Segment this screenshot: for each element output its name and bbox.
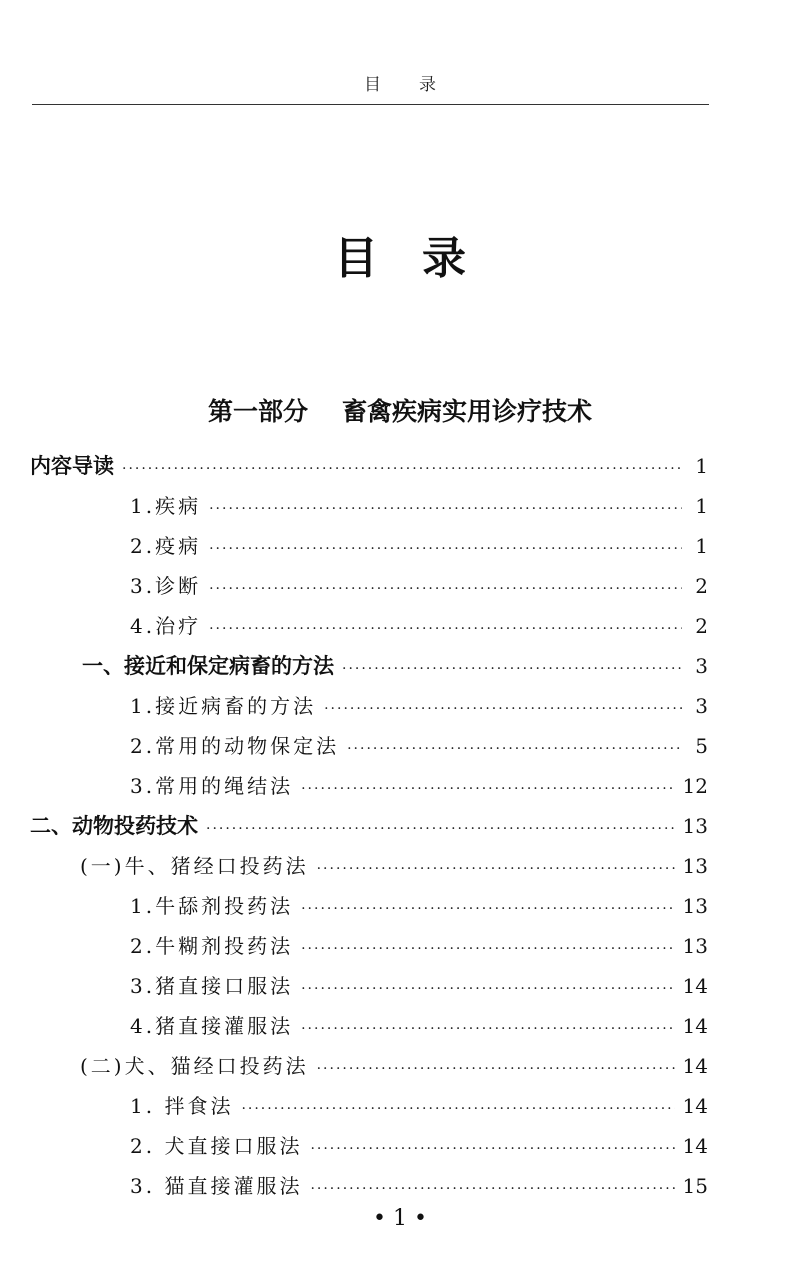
toc-entry[interactable] [130, 890, 708, 922]
toc-entry-title: 1.牛舔剂投药法 [130, 894, 294, 918]
toc-entry[interactable] [30, 450, 708, 482]
dot-leader [301, 893, 674, 925]
dot-leader [342, 653, 682, 685]
toc-entry-title: 1.疾病 [130, 494, 202, 518]
toc-entry-title: 二、动物投药技术 [30, 814, 198, 838]
dot-leader [324, 693, 682, 725]
toc-entry-title: (一)牛、猪经口投药法 [80, 854, 309, 878]
dot-leader [310, 1173, 674, 1205]
toc-entry-title: 一、接近和保定病畜的方法 [82, 654, 334, 678]
dot-leader [209, 533, 682, 565]
toc-entry-page: 15 [682, 1174, 708, 1198]
toc-entry-title: (二)犬、猫经口投药法 [80, 1054, 309, 1078]
toc-entry[interactable] [130, 970, 708, 1002]
toc-entry-title: 2.牛糊剂投药法 [130, 934, 294, 958]
toc-entry-page: 1 [695, 454, 708, 478]
dot-leader [317, 853, 675, 885]
dot-leader [209, 613, 682, 645]
toc-entry[interactable] [130, 530, 708, 562]
toc-entry-title: 内容导读 [30, 454, 114, 478]
toc-entry[interactable] [82, 650, 708, 682]
toc-entry-title: 4.治疗 [130, 614, 202, 638]
dot-leader [209, 573, 682, 605]
toc-entry-page: 14 [682, 1014, 708, 1038]
part-name: 畜禽疾病实用诊疗技术 [342, 397, 593, 426]
toc-entry-title: 2. 犬直接口服法 [130, 1134, 303, 1158]
toc-entry[interactable] [130, 1090, 708, 1122]
dot-leader [301, 973, 674, 1005]
toc-entry-title: 2.疫病 [130, 534, 202, 558]
toc-entry-title: 4.猪直接灌服法 [130, 1014, 294, 1038]
dot-leader [209, 493, 682, 525]
page-number: • 1 • [373, 1206, 427, 1231]
header-rule [32, 104, 709, 105]
toc-entry-title: 3.诊断 [130, 574, 202, 598]
toc-entry[interactable] [130, 1130, 708, 1162]
running-header: 目录 [364, 75, 474, 95]
dot-leader [122, 453, 682, 485]
dot-leader [301, 1013, 674, 1045]
toc-entry-title: 2.常用的动物保定法 [130, 734, 340, 758]
toc-entry-title: 3.猪直接口服法 [130, 974, 294, 998]
part-title [0, 392, 800, 428]
toc-entry[interactable] [130, 690, 708, 722]
toc-entry[interactable] [130, 610, 708, 642]
toc-entry[interactable] [130, 570, 708, 602]
dot-leader [310, 1133, 674, 1165]
toc-entry-page: 2 [695, 574, 708, 598]
part-label: 第一部分 [207, 397, 308, 426]
toc-entry-page: 14 [682, 1134, 708, 1158]
toc-entry[interactable] [130, 1010, 708, 1042]
dot-leader [206, 813, 675, 845]
toc-entry-page: 12 [682, 774, 708, 798]
toc-entry-page: 3 [695, 654, 708, 678]
toc-entry-title: 1.接近病畜的方法 [130, 694, 317, 718]
toc-entry-page: 14 [682, 974, 708, 998]
toc-entry-page: 2 [695, 614, 708, 638]
dot-leader [301, 933, 674, 965]
toc-entry-page: 14 [682, 1054, 708, 1078]
toc-entry-page: 13 [682, 854, 708, 878]
toc-entry[interactable] [30, 810, 708, 842]
dot-leader [241, 1093, 674, 1125]
toc-entry[interactable] [80, 1050, 708, 1082]
page-title: 目录 [334, 233, 510, 284]
toc-entry[interactable] [80, 850, 708, 882]
toc-entry-page: 13 [682, 894, 708, 918]
dot-leader [347, 733, 682, 765]
toc-entry-page: 14 [682, 1094, 708, 1118]
toc-entry-page: 1 [695, 494, 708, 518]
toc-entry[interactable] [130, 770, 708, 802]
toc-entry[interactable] [130, 1170, 708, 1202]
toc-entry-page: 13 [682, 934, 708, 958]
toc-entry[interactable] [130, 490, 708, 522]
toc-entry-title: 3. 猫直接灌服法 [130, 1174, 303, 1198]
toc-entry[interactable] [130, 730, 708, 762]
toc-entry-page: 3 [695, 694, 708, 718]
toc-entry-page: 13 [682, 814, 708, 838]
dot-leader [301, 773, 674, 805]
toc-entry-page: 5 [695, 734, 708, 758]
toc-entry-title: 3.常用的绳结法 [130, 774, 294, 798]
toc-entry[interactable] [130, 930, 708, 962]
toc-entry-title: 1. 拌食法 [130, 1094, 234, 1118]
toc-entry-page: 1 [695, 534, 708, 558]
dot-leader [317, 1053, 675, 1085]
